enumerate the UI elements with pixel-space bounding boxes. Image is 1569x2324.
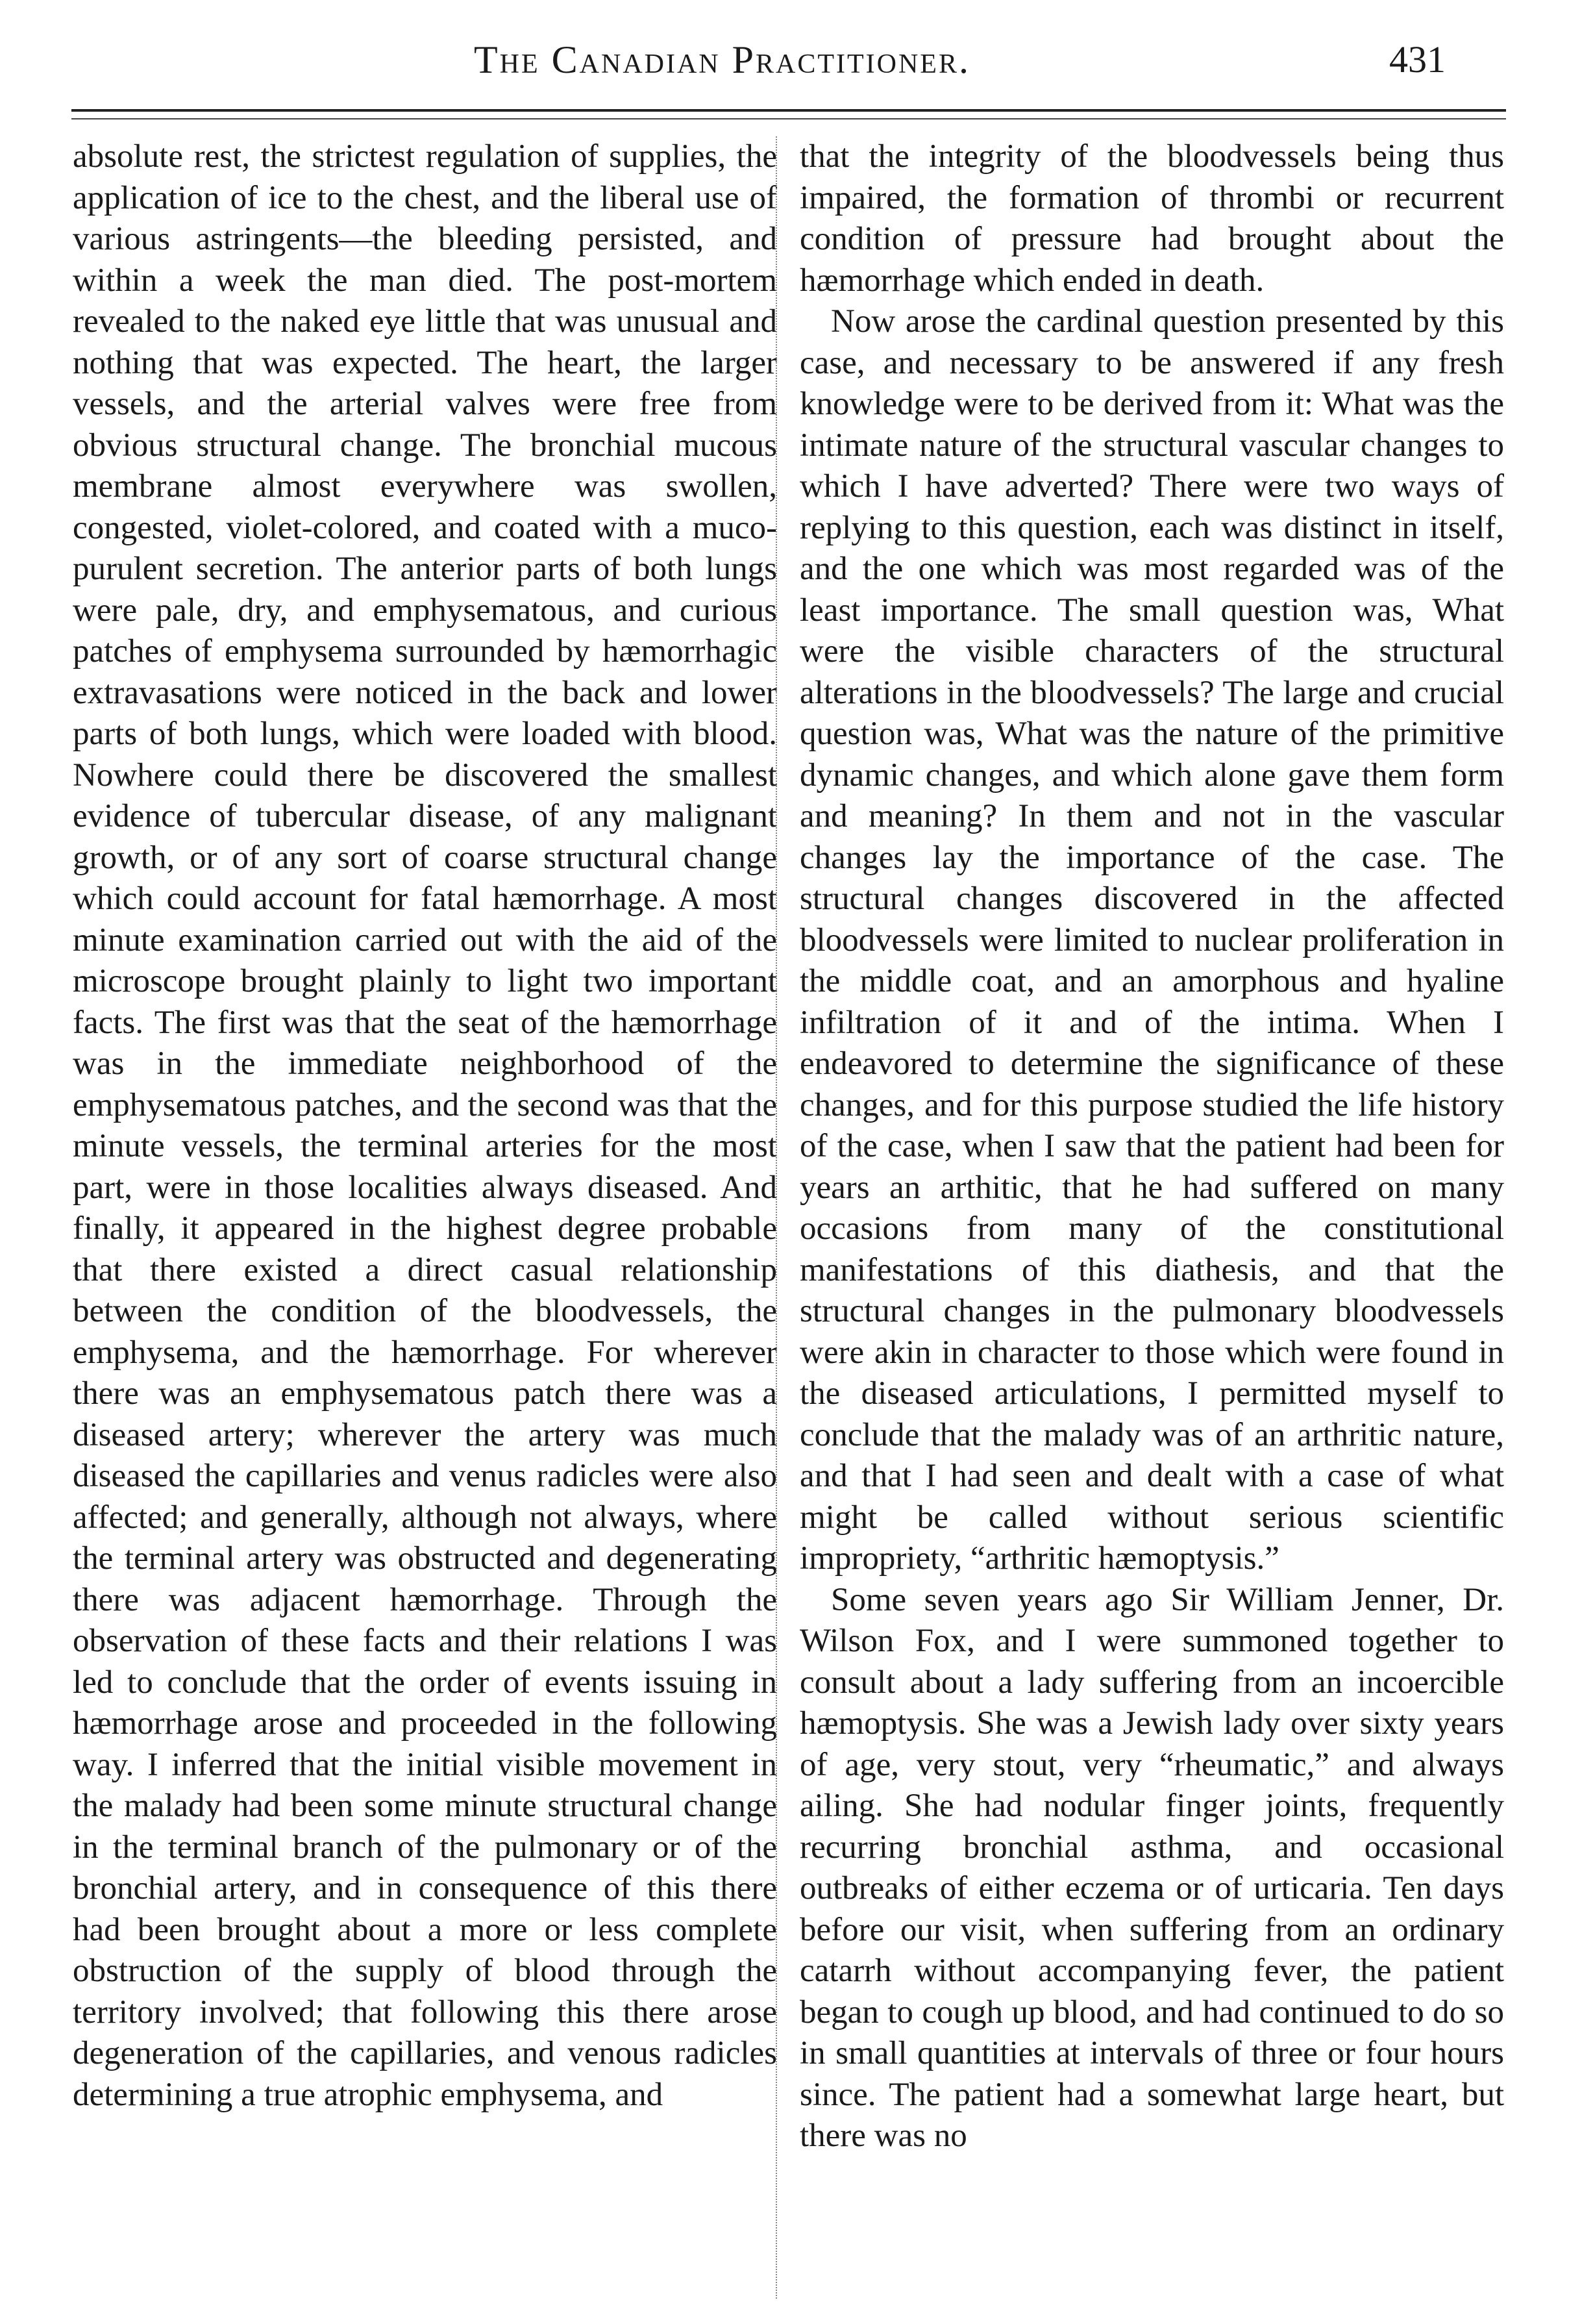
- journal-title: The Canadian Practitioner.: [474, 38, 970, 81]
- column-divider: [776, 136, 777, 2299]
- right-paragraph-3: Some seven years ago Sir William Jenner, Dr. Wilson Fox, and I were summoned together to consult about a lady suffering from an incoercible hæmoptysis. She was a Jewish lady over sixty years of age, very stout, very “rheumatic,” and always ailing. She had nodular finger joints, frequently recurring bronchial asthma, and occasional outbreaks of either eczema or of urticaria. Ten days before our visit, when suffering from an ordinary catarrh without accompanying fever, the patient began to cough up blood, and had continued to do so in small quantities at intervals of three or four hours since. The patient had a somewhat large heart, but there was no: [800, 1581, 1504, 2154]
- right-paragraph-2: Now arose the cardinal question presented by this case, and necessary to be answered if any fresh knowledge were to be derived from it: What was the intimate nature of the structural vascular changes to which I have adverted? There were two ways of replying to this question, each was distinct in itself, and the one which was most regarded was of the least importance. The small question was, What were the visible characters of the structural alterations in the bloodvessels? The large and crucial question was, What was the nature of the primitive dynamic changes, and which alone gave them form and meaning? In them and not in the vascular changes lay the importance of the case. The structural changes discovered in the affected bloodvessels were limited to nuclear proliferation in the middle coat, and an amorphous and hyaline infiltration of it and of the intima. When I endeavored to determine the significance of these changes, and for this purpose studied the life history of the case, when I saw that the patient had been for years an arthitic, that he had suffered on many occasions from many of the constitutional manifestations of this diathesis, and that the structural changes in the pulmonary bloodvessels were akin in character to those which were found in the diseased articulations, I permitted myself to conclude that the malady was of an arthritic nature, and that I had seen and dealt with a case of what might be called without serious scientific impropriety, “arthritic hæmoptysis.”: [800, 303, 1504, 1577]
- left-column: [73, 136, 777, 2116]
- header-rule-thin: [71, 118, 1506, 119]
- left-paragraph-1: absolute rest, the strictest regulation of supplies, the application of ice to the chest, and the liberal use of various astringents—the bleeding persisted, and within a week the man died. The post-mortem revealed to the naked eye little that was unusual and nothing that was expected. The heart, the larger vessels, and the arterial valves were free from obvious structural change. The bronchial mucous membrane almost everywhere was swollen, congested, violet-colored, and coated with a muco-purulent secretion. The anterior parts of both lungs were pale, dry, and emphysematous, and curious patches of emphysema surrounded by hæmorrhagic extravasations were noticed in the back and lower parts of both lungs, which were loaded with blood. Nowhere could there be discovered the smallest evidence of tubercular disease, of any malignant growth, or of any sort of coarse structural change which could account for fatal hæmorrhage. A most minute examination carried out with the aid of the microscope brought plainly to light two important facts. The first was that the seat of the hæmorrhage was in the immediate neighborhood of the emphysematous patches, and the second was that the minute vessels, the terminal arteries for the most part, were in those localities always diseased. And finally, it appeared in the highest degree probable that there existed a direct casual relationship between the condition of the bloodvessels, the emphysema, and the hæmorrhage. For wherever there was an emphysematous patch there was a diseased artery; wherever the artery was much diseased the capillaries and venus radicles were also affected; and generally, although not always, where the terminal artery was obstructed and degenerating there was adjacent hæmorrhage. Through the observation of these facts and their relations I was led to conclude that the order of events issuing in hæmorrhage arose and proceeded in the following way. I inferred that the initial visible movement in the malady had been some minute structural change in the terminal branch of the pulmonary or of the bronchial artery, and in consequence of this there had been brought about a more or less complete obstruction of the supply of blood through the territory involved; that following this there arose degeneration of the capillaries, and venous radicles determining a true atrophic emphysema, and: [73, 138, 777, 2113]
- right-column: [800, 136, 1504, 2157]
- page-header: [0, 38, 1569, 96]
- page-number: 431: [1389, 38, 1446, 81]
- right-paragraph-1: that the integrity of the bloodvessels being thus impaired, the formation of thrombi or recurrent condition of pressure had brought about the hæmorrhage which ended in death.: [800, 138, 1504, 299]
- header-rule-thick: [71, 109, 1506, 112]
